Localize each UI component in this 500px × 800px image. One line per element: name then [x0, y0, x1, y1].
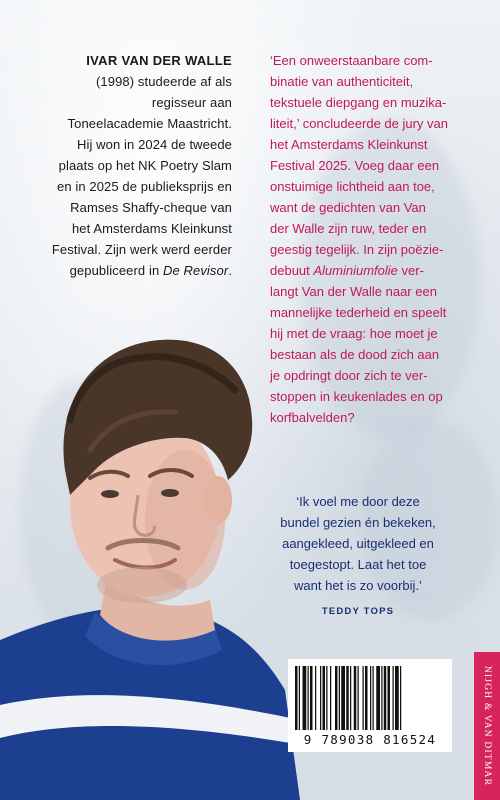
blurb-line: liteit,’ concludeerde de jury van: [270, 116, 449, 131]
barcode-bar: [393, 666, 394, 730]
eye-right: [161, 489, 179, 497]
barcode-bar: [363, 666, 364, 730]
barcode-bar: [323, 666, 326, 730]
blurb-line: binatie van authenticiteit,: [270, 74, 414, 89]
blurb-line: korfbalvelden?: [270, 410, 355, 425]
blurb-line: onstuimige lichtheid aan toe,: [270, 179, 435, 194]
bio-text: studeerde af als regisseur aan: [134, 74, 232, 110]
blurb-line: Festival 2025. Voeg daar een: [270, 158, 440, 173]
bio-text: Hij won in 2024 de tweede: [77, 137, 232, 152]
bio-text: Ramses Shaffy-cheque van: [70, 200, 232, 215]
barcode-bar: [354, 666, 357, 730]
quote-line: ‘Ik voel me door deze: [296, 494, 420, 509]
publisher-strip: [474, 652, 500, 800]
blurb-line: geestig tegelijk. In zijn poëzie-: [270, 242, 444, 257]
magazine-title: De Revisor: [162, 263, 229, 278]
blurb-line: het Amsterdams Kleinkunst: [270, 137, 428, 152]
blurb-line: ver-: [397, 263, 424, 278]
eye-left: [101, 490, 119, 498]
barcode-bar: [330, 666, 331, 730]
blurb-line: hij met de vraag: hoe moet je: [270, 326, 438, 341]
publisher-name: NIJGH & VAN DITMAR: [482, 665, 492, 787]
barcode-bar: [299, 666, 300, 730]
barcode-bar: [395, 666, 399, 730]
barcode-bar: [335, 666, 338, 730]
blurb-line: want de gedichten van Van: [270, 200, 426, 215]
quote-line: want het is zo voorbij.’: [294, 578, 422, 593]
barcode-bar: [381, 666, 382, 730]
blurb-line: mannelijke tederheid en speelt: [270, 305, 447, 320]
blurb-line: bestaan als de dood zich aan: [270, 347, 440, 362]
barcode-bar: [358, 666, 359, 730]
barcode-bar: [350, 666, 351, 730]
isbn-barcode: [288, 659, 452, 752]
bio-text: .: [228, 263, 232, 278]
bio-text: Festival. Zijn werk werd eerder: [51, 242, 232, 257]
barcode-bar: [400, 666, 401, 730]
quote-line: bundel gezien én bekeken,: [280, 515, 436, 530]
blurb-line: tekstuele diepgang en muzika-: [270, 95, 447, 110]
barcode-bar: [370, 666, 371, 730]
barcode-bar: [303, 666, 307, 730]
barcode-bar: [376, 666, 380, 730]
barcode-bar: [365, 666, 368, 730]
blurb-line: der Walle zijn ruw, teder en: [270, 221, 427, 236]
blurb-line: ‘Een onweerstaanbare com-: [270, 53, 433, 68]
author-name: IVAR VAN DER WALLE: [86, 53, 232, 68]
barcode-bars: [295, 666, 445, 730]
barcode-bar: [308, 666, 309, 730]
author-birth-year: (1998): [95, 74, 135, 89]
barcode-bar: [315, 666, 316, 730]
barcode-bar: [339, 666, 340, 730]
barcode-bar: [346, 666, 349, 730]
blurb-line: je opdringt door zich te ver-: [270, 368, 428, 383]
quote-line: toegestopt. Laat het toe: [289, 557, 427, 572]
jury-blurb: [270, 50, 450, 428]
blurb-line: debuut: [270, 263, 314, 278]
book-title: Aluminiumfolie: [313, 263, 398, 278]
endorsement-quote: [270, 491, 446, 596]
bio-text: plaats op het NK Poetry Slam: [58, 158, 232, 173]
quote-author: TEDDY TOPS: [321, 606, 395, 617]
bio-text: en in 2025 de publieksprijs en: [56, 179, 232, 194]
barcode-bar: [326, 666, 327, 730]
barcode-bar: [341, 666, 345, 730]
barcode-bar: [295, 666, 298, 730]
barcode-bar: [320, 666, 321, 730]
quote-line: aangekleed, uitgekleed en: [282, 536, 434, 551]
blurb-line: stoppen in keukenlades en op: [270, 389, 443, 404]
bio-text: het Amsterdams Kleinkunst: [71, 221, 232, 236]
bio-text: gepubliceerd in: [69, 263, 163, 278]
barcode-bar: [310, 666, 313, 730]
blurb-line: langt Van der Walle naar een: [270, 284, 437, 299]
author-bio: [50, 50, 232, 281]
bio-text: Toneelacademie Maastricht.: [67, 116, 232, 131]
beard: [97, 567, 187, 603]
barcode-bar: [373, 666, 374, 730]
barcode-bar: [384, 666, 387, 730]
ear: [204, 476, 232, 524]
barcode-bar: [388, 666, 391, 730]
isbn-number: 9 789038 816524: [303, 732, 437, 747]
